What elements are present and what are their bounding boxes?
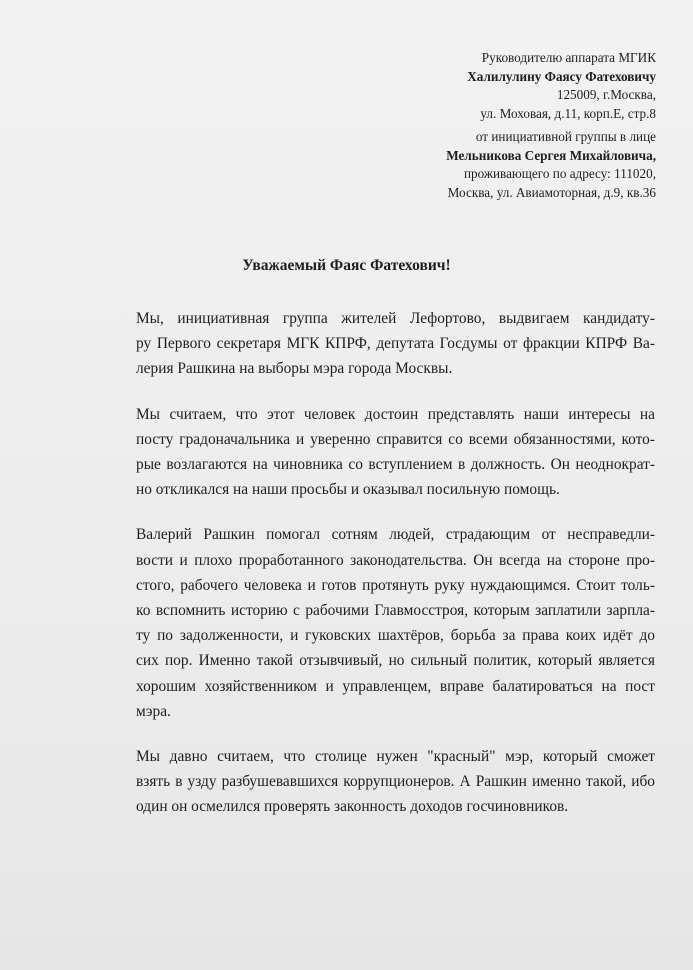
recipient-position: Руководителю аппарата МГИК <box>481 50 656 65</box>
paragraph-line: мэра. <box>136 702 171 720</box>
sender-from: от инициативной группы в лице <box>475 129 656 144</box>
paragraph <box>88 402 655 503</box>
paragraph-line: рые возлагаются на чиновника со вступлением в должность. Он неоднократ- <box>136 456 655 474</box>
paragraph-line: Мы считаем, что этот человек достоин представлять наши интересы на <box>136 405 655 423</box>
sender-address-line-2: Москва, ул. Авиамоторная, д.9, кв.36 <box>447 184 656 200</box>
paragraph-line: хорошим хозяйственником и управленцем, вправе балатироваться на пост <box>136 677 655 695</box>
paragraph-line: один он осмелился проверять законность доходов госчиновников. <box>136 798 569 816</box>
sender-address-line-1: проживающего по адресу: 111020, <box>463 166 656 182</box>
salutation: Уважаемый Фаяс Фатехович! <box>242 257 451 274</box>
paragraph <box>88 522 655 724</box>
paragraph-line: Валерий Рашкин помогал сотням людей, страдающим от несправедли- <box>136 526 655 544</box>
paragraph-line: посту градоначальника и уверенно справится со всеми обязанностями, кото- <box>136 430 655 448</box>
paragraph-line: стого, рабочего человека и готов протянуть руку нуждающимся. Стоит толь- <box>136 576 655 594</box>
letter-body <box>88 306 655 840</box>
paragraph-line: Мы, инициативная группа жителей Лефортово, выдвигаем кандидату- <box>136 310 655 327</box>
paragraph-line: лерия Рашкина на выборы мэра города Москвы. <box>136 360 453 378</box>
recipient-address-line-2: ул. Моховая, д.11, корп.Е, стр.8 <box>480 105 656 121</box>
recipient-name: Халилулину Фаясу Фатеховичу <box>467 68 656 84</box>
paragraph-line: вости и плохо проработанного законодательства. Он всегда на стороне про- <box>136 551 655 569</box>
paragraph-line: Мы давно считаем, что столице нужен "красный" мэр, который сможет <box>136 748 655 766</box>
paragraph <box>88 306 655 382</box>
paragraph-line: ру Первого секретаря МГК КПРФ, депутата Госдумы от фракции КПРФ Ва- <box>136 335 655 353</box>
paragraph-line: ко вспомнить историю с рабочими Главмосстроя, которым заплатили зарпла- <box>136 602 655 620</box>
sender-block <box>446 128 656 202</box>
paragraph-line: ту по задолженности, и гуковских шахтёров, борьба за права коих идёт до <box>136 627 655 645</box>
sender-name: Мельникова Сергея Михайловича, <box>446 147 656 163</box>
paragraph-line: но откликался на наши просьбы и оказывал посильную помощь. <box>136 481 560 499</box>
paragraph <box>88 744 655 820</box>
paragraph-line: взять в узду разбушевавшихся коррупционеров. А Рашкин именно такой, ибо <box>136 773 655 791</box>
recipient-address-line-1: 125009, г.Москва, <box>556 87 656 103</box>
paragraph-line: сих пор. Именно такой отзывчивый, но сильный политик, который является <box>136 652 655 670</box>
recipient-block <box>467 49 656 123</box>
